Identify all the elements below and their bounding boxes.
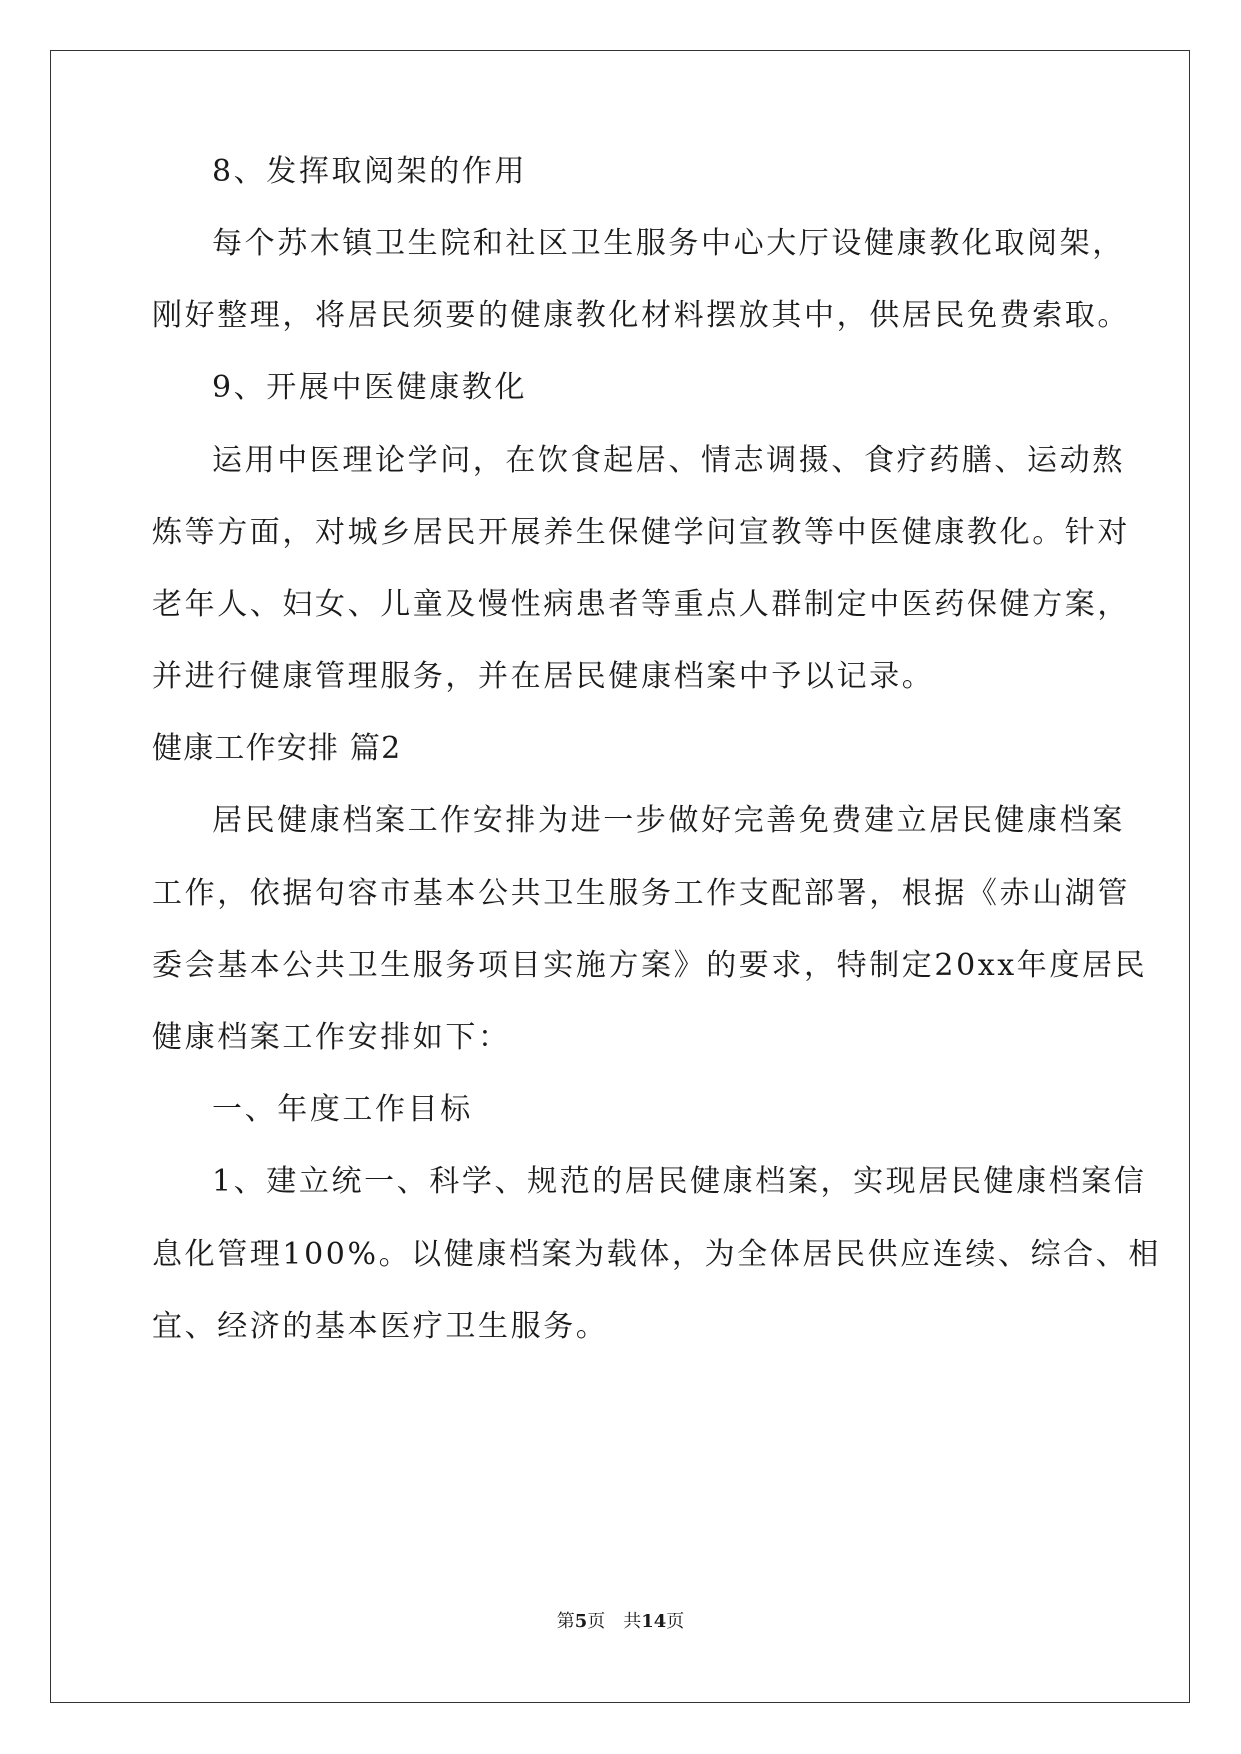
paragraph-line: 每个苏木镇卫生院和社区卫生服务中心大厅设健康教化取阅架， bbox=[212, 226, 1125, 261]
paragraph-line: 并进行健康管理服务，并在居民健康档案中予以记录。 bbox=[152, 659, 935, 694]
paragraph-line: 炼等方面，对城乡居民开展养生保健学问宣教等中医健康教化。针对 bbox=[152, 515, 1130, 550]
current-page-number: 5 bbox=[574, 1611, 588, 1632]
section-heading-9: 9、开展中医健康教化 bbox=[212, 370, 528, 405]
footer-total-prefix: 共 bbox=[623, 1611, 642, 1632]
footer-page-suffix: 页 bbox=[587, 1611, 606, 1632]
paragraph-line: 居民健康档案工作安排为进一步做好完善免费建立居民健康档案 bbox=[212, 803, 1125, 838]
footer-total-suffix: 页 bbox=[666, 1611, 685, 1632]
paragraph-line: 刚好整理，将居民须要的健康教化材料摆放其中，供居民免费索取。 bbox=[152, 298, 1130, 333]
chapter-title: 健康工作安排 篇2 bbox=[152, 731, 402, 766]
footer-prefix: 第 bbox=[556, 1611, 575, 1632]
paragraph-line: 宜、经济的基本医疗卫生服务。 bbox=[152, 1309, 609, 1344]
paragraph-line: 息化管理100%。以健康档案为载体，为全体居民供应连续、综合、相 bbox=[152, 1237, 1161, 1272]
total-page-count: 14 bbox=[641, 1611, 667, 1632]
section-heading-8: 8、发挥取阅架的作用 bbox=[212, 154, 528, 189]
paragraph-line: 1、建立统一、科学、规范的居民健康档案，实现居民健康档案信 bbox=[212, 1164, 1147, 1199]
paragraph-line: 老年人、妇女、儿童及慢性病患者等重点人群制定中医药保健方案， bbox=[152, 587, 1130, 622]
paragraph-line: 委会基本公共卫生服务项目实施方案》的要求，特制定20xx年度居民 bbox=[152, 948, 1148, 983]
section-heading-goals: 一、年度工作目标 bbox=[212, 1092, 473, 1127]
paragraph-line: 健康档案工作安排如下： bbox=[152, 1020, 511, 1055]
page-footer bbox=[0, 1610, 1241, 1634]
paragraph-line: 运用中医理论学问，在饮食起居、情志调摄、食疗药膳、运动熬 bbox=[212, 443, 1125, 478]
paragraph-line: 工作，依据句容市基本公共卫生服务工作支配部署，根据《赤山湖管 bbox=[152, 876, 1130, 911]
